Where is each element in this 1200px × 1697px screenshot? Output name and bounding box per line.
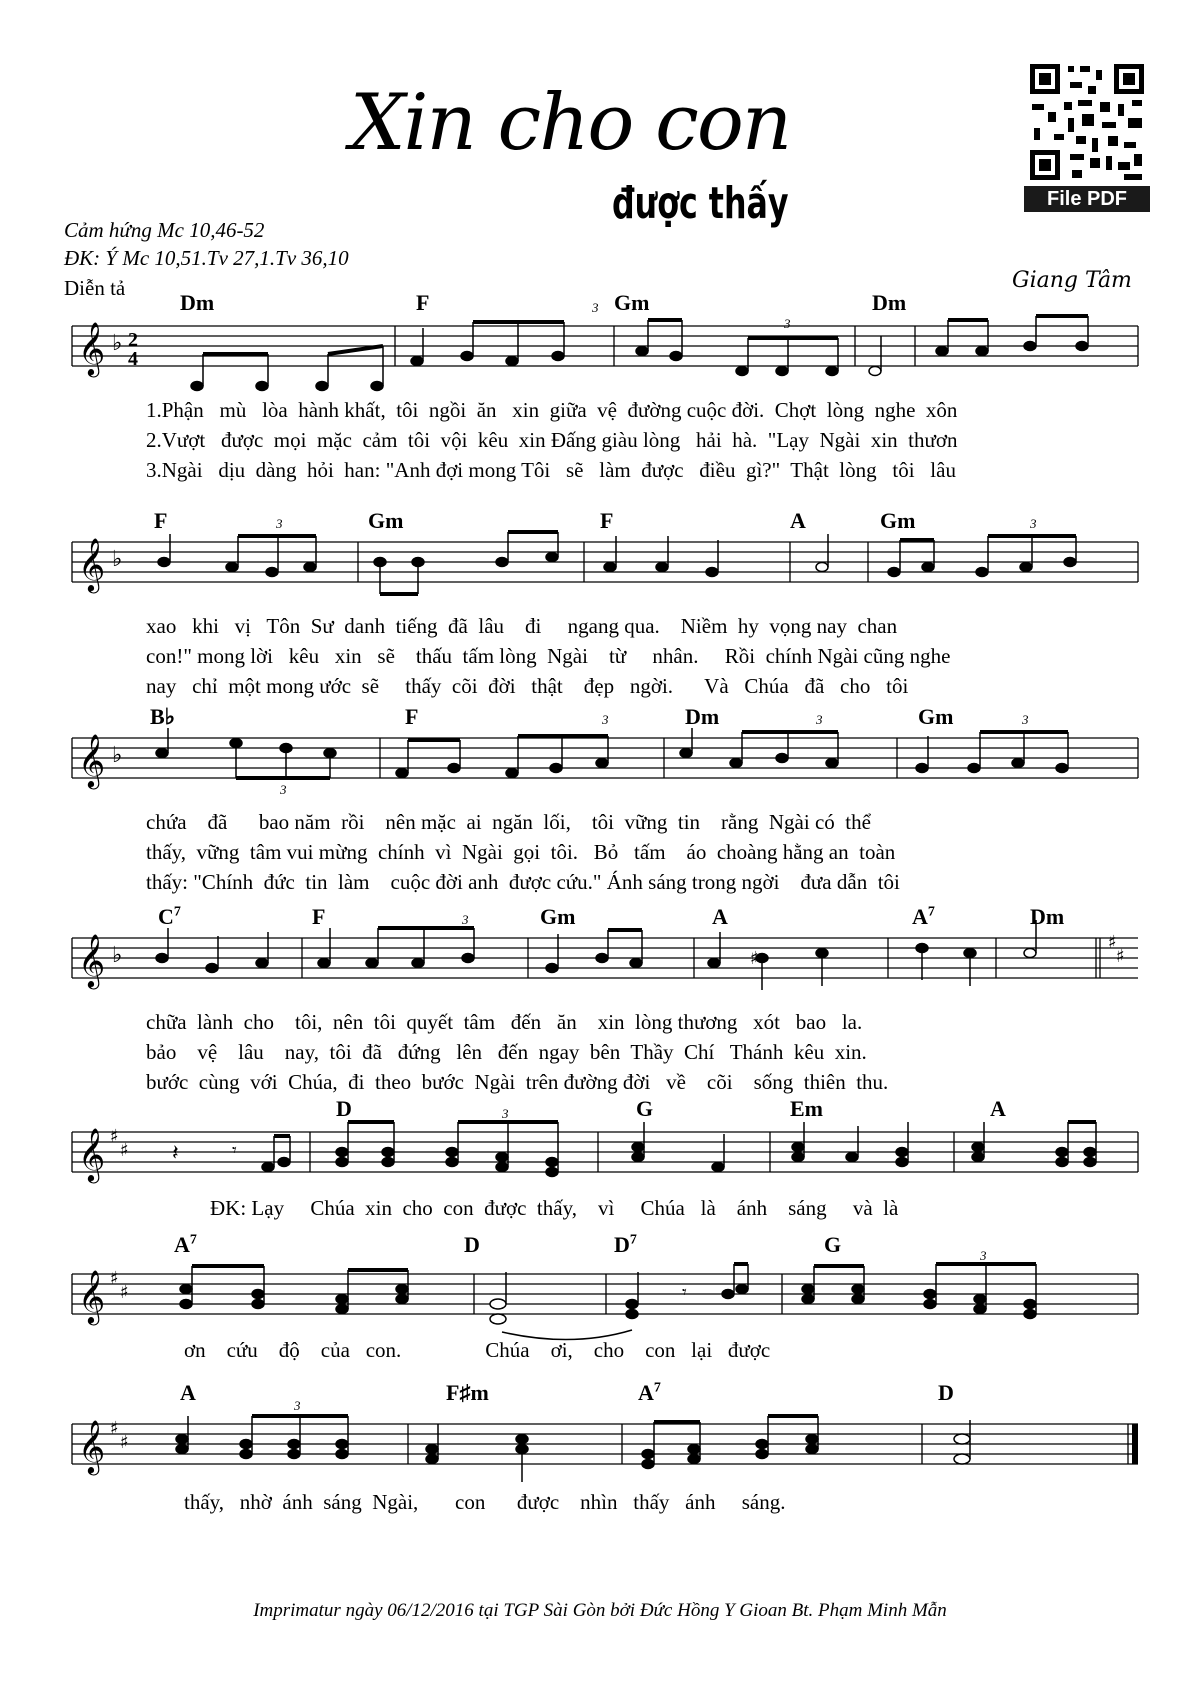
inspiration-note: Cảm hứng Mc 10,46-52	[64, 218, 265, 242]
chord: A	[790, 508, 806, 533]
svg-text:3: 3	[1022, 712, 1029, 727]
svg-text:𝄞: 𝄞	[78, 1419, 106, 1473]
svg-text:𝄞: 𝄞	[78, 1127, 106, 1181]
svg-text:𝄽: 𝄽	[172, 1141, 179, 1166]
chord: Dm	[872, 290, 907, 315]
lyric-line: ĐK: Lạy Chúa xin cho con được thấy, vì Chúa là ánh sáng và là	[210, 1196, 899, 1220]
svg-text:3: 3	[294, 1398, 301, 1413]
svg-text:3: 3	[1030, 516, 1037, 531]
chord: D	[464, 1232, 480, 1257]
lyric-line: nay chỉ một mong ước sẽ thấy cõi đời thật đẹp ngời. Và Chúa đã cho tôi	[146, 674, 909, 698]
chord: B♭	[150, 704, 176, 729]
chord: Dm	[685, 704, 720, 729]
chord: F	[154, 508, 168, 533]
chord: $C^7$	[158, 904, 181, 929]
lyric-line: bước cùng với Chúa, đi theo bước Ngài trên đường đời về cõi sống thiên thu.	[146, 1070, 889, 1094]
svg-text:𝄞: 𝄞	[78, 537, 106, 591]
lyric-line: chữa lành cho tôi, nên tôi quyết tâm đến ăn xin lòng thương xót bao la.	[146, 1010, 863, 1034]
lyric-line: ơn cứu độ của con. Chúa ơi, cho con lại được	[184, 1338, 771, 1362]
svg-text:♯: ♯	[750, 948, 759, 969]
chord: F	[600, 508, 614, 533]
qr-code-icon	[1024, 58, 1150, 186]
file-pdf-label[interactable]: File PDF	[1024, 186, 1150, 212]
chord: Gm	[880, 508, 916, 533]
music-staff	[62, 1248, 1148, 1344]
svg-text:3: 3	[276, 516, 283, 531]
qr-code[interactable]	[1024, 58, 1150, 212]
composer: Giang Tâm	[1012, 268, 1132, 293]
lyric-line: chứa đã bao năm rồi nên mặc ai ngăn lối, tôi vững tin rằng Ngài có thể	[146, 810, 871, 834]
chord: Dm	[180, 290, 215, 315]
svg-text:♭: ♭	[112, 331, 123, 356]
treble-clef-icon: 𝄞	[78, 321, 106, 375]
lyric-line: thấy, nhờ ánh sáng Ngài, con được nhìn thấy ánh sáng.	[184, 1490, 786, 1514]
svg-text:𝄞: 𝄞	[78, 933, 106, 987]
svg-text:♯: ♯	[110, 1418, 119, 1439]
chord: F	[416, 290, 430, 315]
svg-text:3: 3	[462, 912, 469, 927]
refrain-source-note: ĐK: Ý Mc 10,51.Tv 27,1.Tv 36,10	[64, 246, 349, 270]
svg-text:3: 3	[592, 300, 599, 315]
chord: Dm	[1030, 904, 1065, 929]
chord: Gm	[540, 904, 576, 929]
chord: A	[990, 1096, 1006, 1121]
svg-text:♯: ♯	[110, 1126, 119, 1147]
imprimatur-footer: Imprimatur ngày 06/12/2016 tại TGP Sài Gòn bởi Đức Hồng Y Gioan Bt. Phạm Minh Mẫn	[253, 1600, 947, 1621]
chord: Em	[790, 1096, 823, 1121]
svg-text:3: 3	[784, 316, 791, 331]
chord: F	[405, 704, 419, 729]
svg-text:♯: ♯	[120, 1282, 129, 1303]
chord: $A^7$	[174, 1232, 197, 1257]
chord: G	[636, 1096, 654, 1121]
chord: $A^7$	[912, 904, 935, 929]
chord: A	[712, 904, 728, 929]
svg-text:3: 3	[602, 712, 609, 727]
svg-text:3: 3	[816, 712, 823, 727]
svg-text:3: 3	[502, 1106, 509, 1121]
svg-text:♭: ♭	[112, 943, 123, 968]
svg-text:3: 3	[980, 1248, 987, 1263]
svg-text:𝄾: 𝄾	[232, 1140, 237, 1161]
svg-text:𝄾: 𝄾	[682, 1282, 687, 1303]
chord: A	[180, 1380, 196, 1405]
svg-text:♭: ♭	[112, 743, 123, 768]
svg-text:2: 2	[128, 329, 138, 351]
chord: F	[312, 904, 326, 929]
svg-text:3: 3	[280, 782, 287, 797]
lyric-line: 1.Phận mù lòa hành khất, tôi ngồi ăn xin giữa vệ đường cuộc đời. Chợt lòng nghe xôn	[146, 398, 958, 422]
svg-text:4: 4	[128, 348, 138, 370]
chord: Gm	[368, 508, 404, 533]
chord: Gm	[918, 704, 954, 729]
chord: F♯m	[446, 1380, 489, 1405]
lyric-line: con!" mong lời kêu xin sẽ thấu tấm lòng Ngài từ nhân. Rồi chính Ngài cũng nghe	[146, 644, 951, 668]
svg-text:♯: ♯	[120, 1432, 129, 1453]
chord: $A^7$	[638, 1380, 661, 1405]
song-title: Xin cho con	[350, 78, 791, 168]
svg-text:𝄞: 𝄞	[78, 1269, 106, 1323]
chord: D	[336, 1096, 352, 1121]
chord: $D^7$	[614, 1232, 637, 1257]
lyric-line: bảo vệ lâu nay, tôi đã đứng lên đến ngay bên Thầy Chí Thánh kêu xin.	[146, 1040, 867, 1064]
lyric-line: 2.Vượt được mọi mặc cảm tôi vội kêu xin Đấng giàu lòng hải hà. "Lạy Ngài xin thươn	[146, 428, 958, 452]
svg-text:♯: ♯	[110, 1268, 119, 1289]
svg-text:♯: ♯	[120, 1140, 129, 1161]
svg-text:♯: ♯	[1108, 932, 1117, 953]
chord: D	[938, 1380, 954, 1405]
chord: G	[824, 1232, 842, 1257]
svg-text:♭: ♭	[112, 547, 123, 572]
chord: Gm	[614, 290, 650, 315]
svg-text:𝄞: 𝄞	[78, 733, 106, 787]
lyric-line: xao khi vị Tôn Sư danh tiếng đã lâu đi ngang qua. Niềm hy vọng nay chan	[146, 614, 898, 638]
tempo-mark: Diễn tả	[64, 276, 126, 300]
lyric-line: 3.Ngài dịu dàng hỏi han: "Anh đợi mong Tôi sẽ làm được điều gì?" Thật lòng tôi lâu	[146, 458, 956, 482]
lyric-line: thấy: "Chính đức tin làm cuộc đời anh được cứu." Ánh sáng trong ngời đưa dẫn tôi	[146, 870, 900, 894]
song-subtitle: được thấy	[612, 178, 789, 229]
music-staff	[62, 1398, 1148, 1494]
lyric-line: thấy, vững tâm vui mừng chính vì Ngài gọi tôi. Bỏ tấm áo choàng hằng an toàn	[146, 840, 896, 864]
svg-text:♯: ♯	[1116, 946, 1125, 967]
